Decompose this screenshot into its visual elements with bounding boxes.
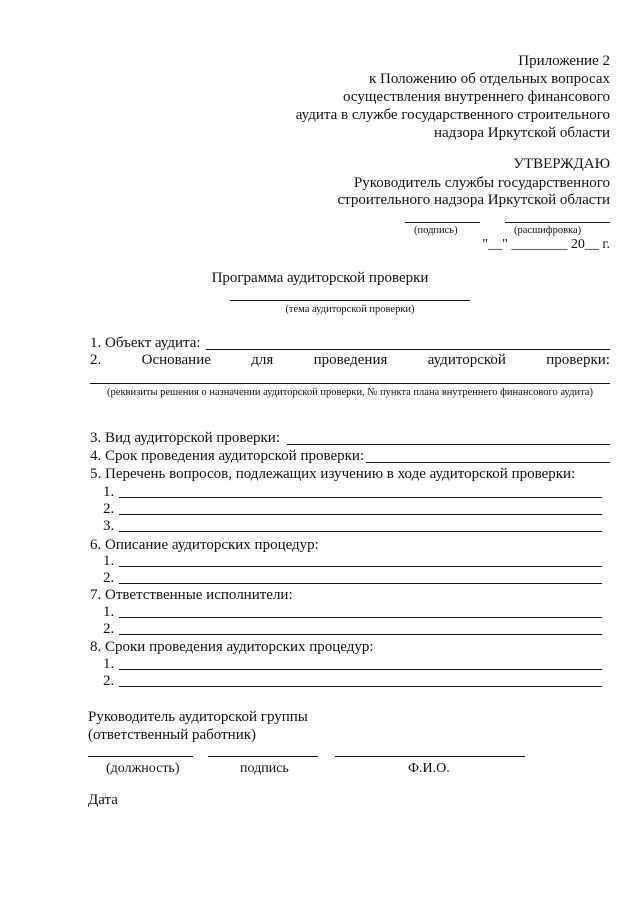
type-line [287, 444, 610, 445]
question-line-1 [119, 497, 602, 498]
item-object-label: 1. Объект аудита: [90, 335, 201, 351]
procedure-line-1 [119, 566, 602, 567]
basis-word-2: Основание [141, 352, 211, 368]
position-line [88, 756, 193, 757]
basis-word-4: проведения [313, 352, 388, 368]
item-questions-label: 5. Перечень вопросов, подлежащих изучению в ходе аудиторской проверки: [90, 466, 576, 482]
executor-line-2 [119, 634, 602, 635]
basis-caption: (реквизиты решения о назначении аудиторской проверки, № пункта плана внутреннего финансового аудита) [107, 387, 593, 398]
basis-word-5: аудиторской [427, 352, 506, 368]
item-executors-label: 7. Ответственные исполнители: [90, 587, 293, 603]
object-line [206, 349, 610, 350]
executor-number-2: 2. [103, 621, 115, 637]
basis-word-1: 2. [90, 352, 102, 368]
group-head-sublabel: (ответственный работник) [88, 727, 257, 743]
approve-date: "__" ________ 20__ г. [482, 237, 610, 252]
question-number-1: 1. [103, 484, 115, 500]
item-term-label: 4. Срок проведения аудиторской проверки: [90, 448, 365, 464]
procedure-number-2: 2. [103, 570, 115, 586]
approve-line-2: строительного надзора Иркутской области [337, 192, 610, 208]
appendix-line-3: осуществления внутреннего финансового [343, 89, 610, 105]
question-line-3 [119, 531, 602, 532]
appendix-line-2: к Положению об отдельных вопросах [368, 71, 610, 87]
deadline-line-2 [119, 686, 602, 687]
page-title: Программа аудиторской проверки [211, 270, 429, 286]
signature-footer-caption: подпись [240, 761, 289, 776]
basis-word-3: для [251, 352, 274, 368]
question-number-3: 3. [103, 518, 115, 534]
procedure-number-1: 1. [103, 553, 115, 569]
item-procedures-label: 6. Описание аудиторских процедур: [90, 537, 319, 553]
fio-caption: Ф.И.О. [408, 761, 450, 776]
approve-title: УТВЕРЖДАЮ [513, 156, 610, 172]
deadline-number-1: 1. [103, 656, 115, 672]
basis-word-6: проверки: [546, 352, 610, 368]
group-head-label: Руководитель аудиторской группы [88, 709, 308, 725]
question-number-2: 2. [103, 501, 115, 517]
term-line [366, 462, 610, 463]
fio-line [335, 756, 525, 757]
appendix-line-4: аудита в службе государственного строительного [295, 107, 610, 123]
basis-line [90, 383, 610, 384]
item-type-label: 3. Вид аудиторской проверки: [90, 430, 281, 446]
approve-line-1: Руководитель службы государственного [353, 175, 610, 191]
deadline-line-1 [119, 669, 602, 670]
decode-caption: (расшифровка) [514, 225, 582, 236]
signature-footer-line [208, 756, 318, 757]
item-basis-label [90, 351, 610, 369]
date-label: Дата [88, 792, 118, 808]
appendix-line-1: Приложение 2 [518, 53, 610, 69]
sign-caption: (подпись) [414, 225, 458, 236]
topic-line [230, 300, 470, 301]
appendix-line-5: надзора Иркутской области [434, 125, 610, 141]
position-caption: (должность) [106, 761, 180, 776]
decode-line [505, 222, 610, 223]
item-deadlines-label: 8. Сроки проведения аудиторских процедур: [90, 639, 374, 655]
topic-caption: (тема аудиторской проверки) [285, 304, 415, 315]
question-line-2 [119, 514, 602, 515]
procedure-line-2 [119, 583, 602, 584]
executor-number-1: 1. [103, 604, 115, 620]
signature-line [405, 222, 480, 223]
deadline-number-2: 2. [103, 673, 115, 689]
executor-line-1 [119, 617, 602, 618]
